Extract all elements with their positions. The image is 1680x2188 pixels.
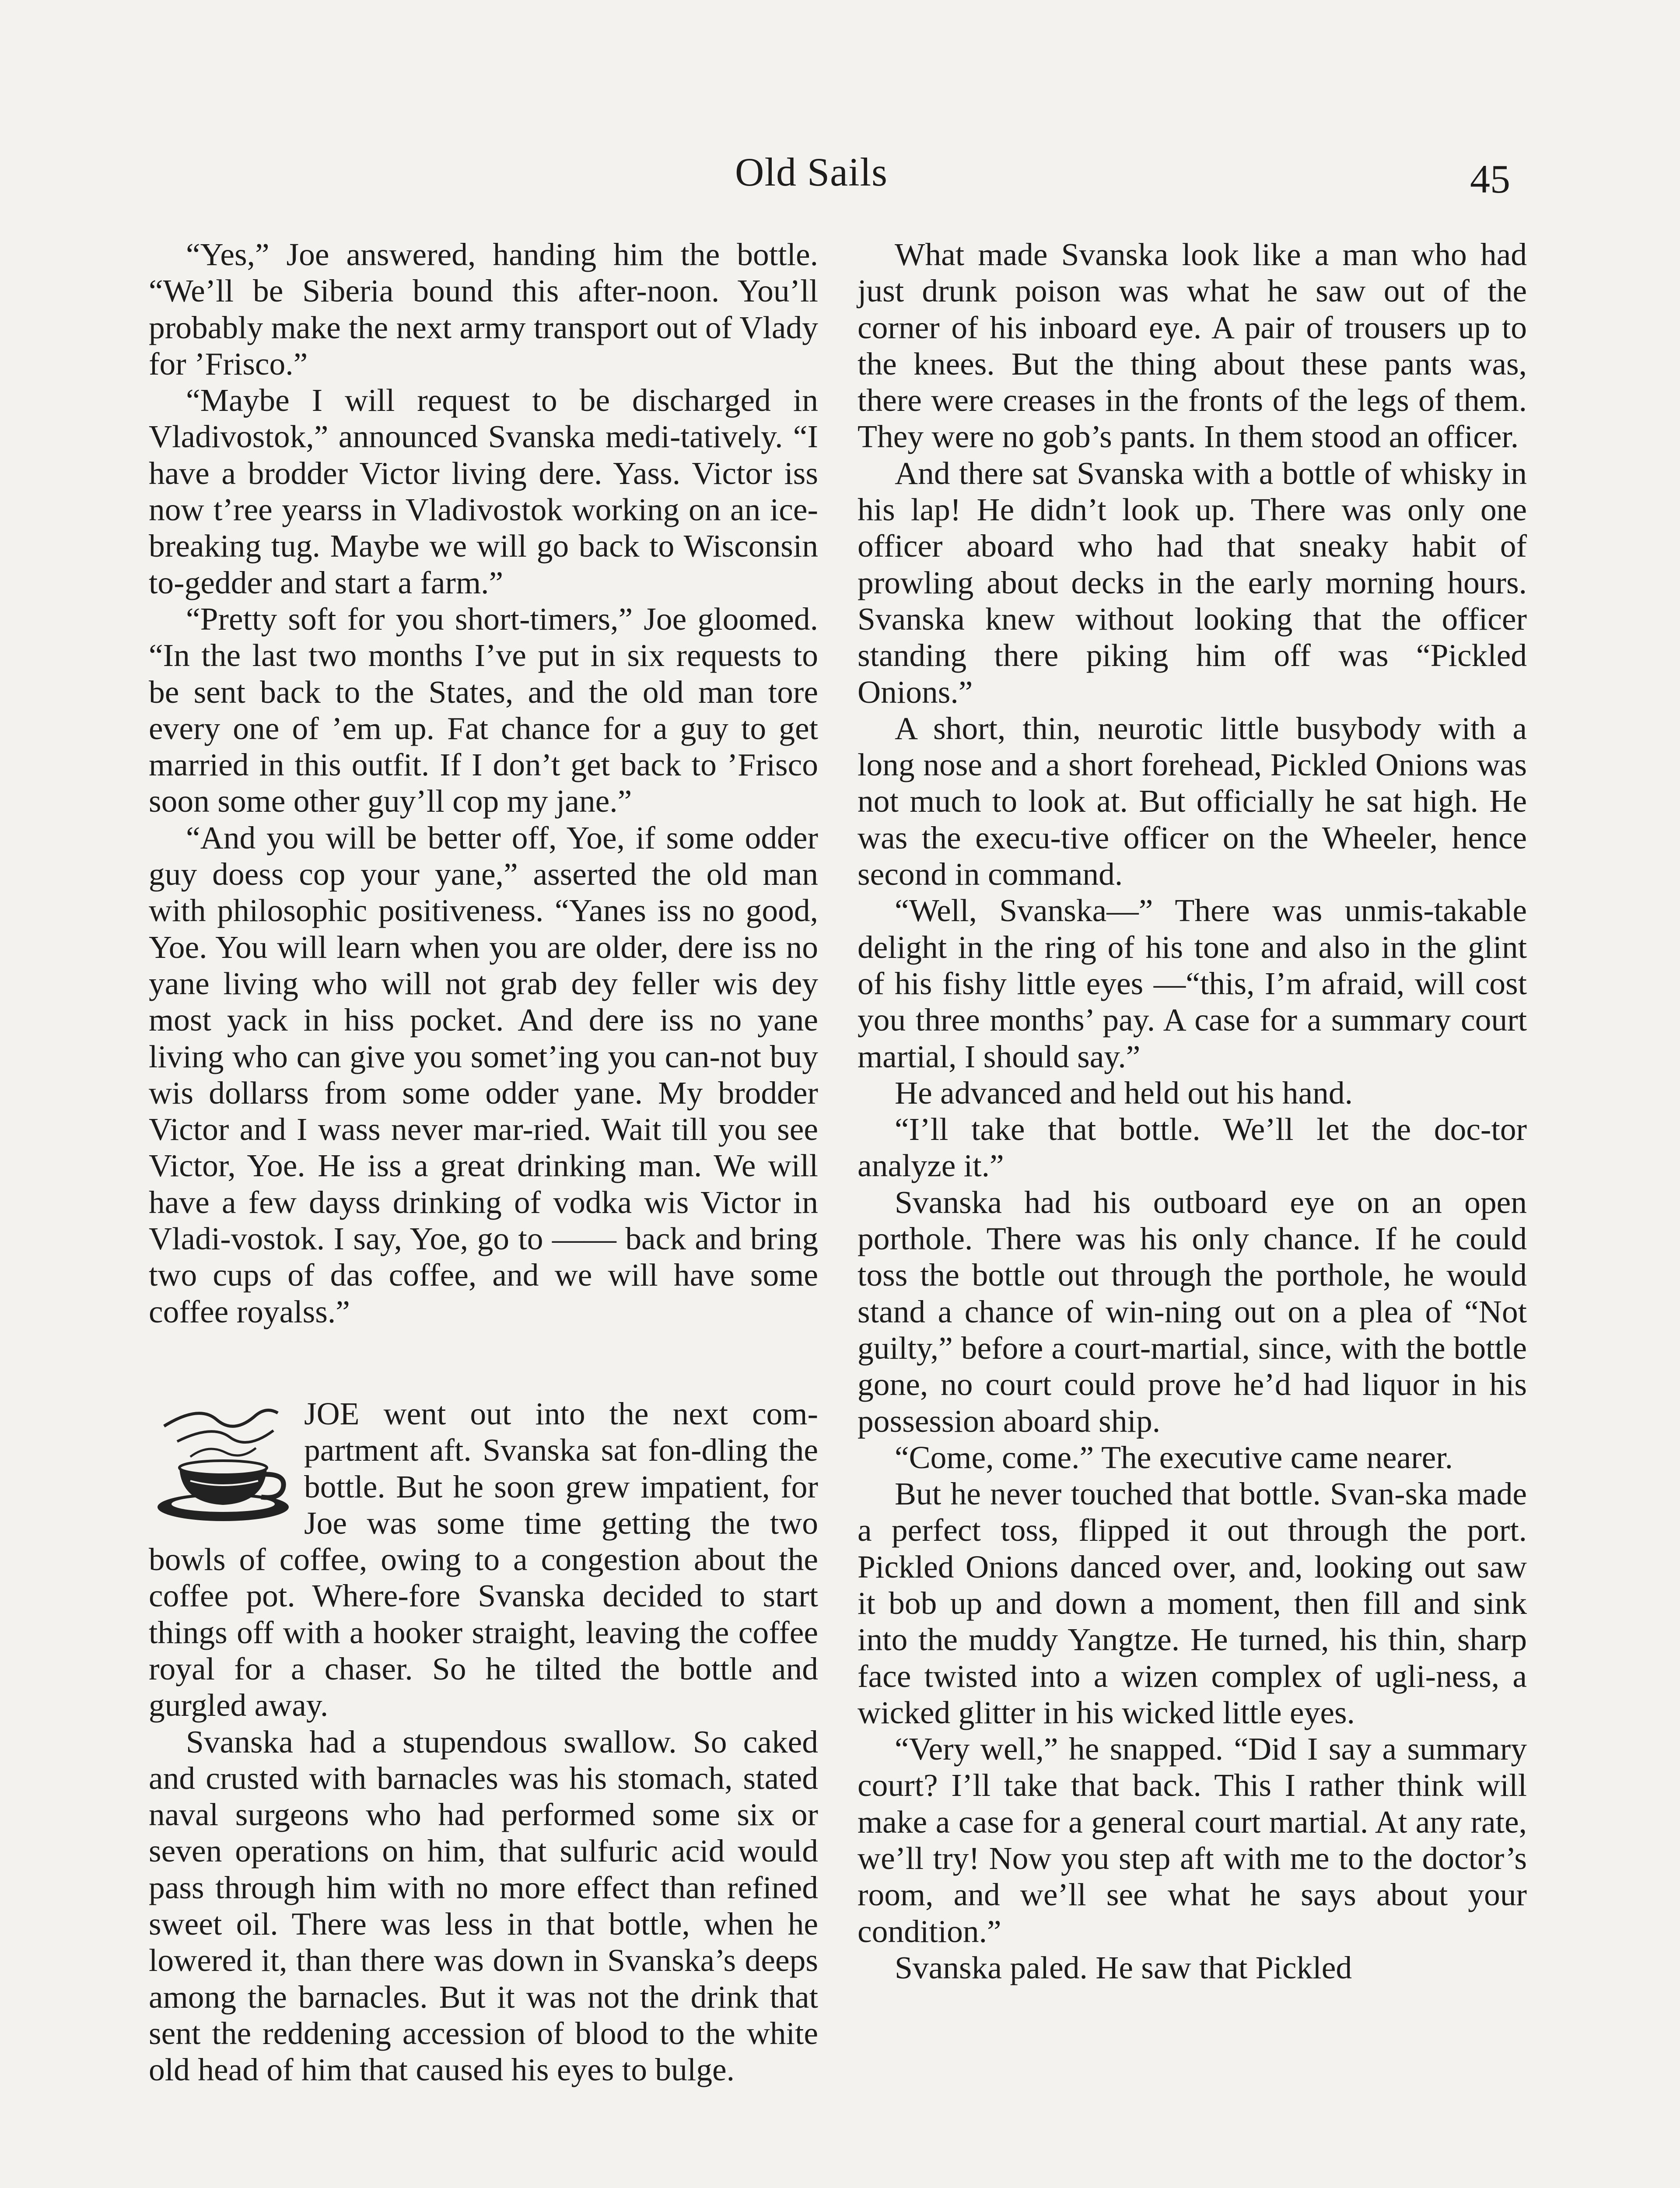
paragraph: “Yes,” Joe answered, handing him the bottle. “We’ll be Siberia bound this after-noon. You’ll probably make the next army transport out of Vlady for ’Frisco.” <box>149 237 818 382</box>
paragraph: JOE went out into the next com-partment aft. Svanska sat fon-dling the bottle. But he soon grew impatient, for Joe was some time getting the two bowls of coffee, owing to a congestion about the coffee pot. Where-fore Svanska decided to start things off with a hooker straight, leaving the coffee royal for a chaser. So he tilted the bottle and gurgled away. <box>149 1396 818 1723</box>
paragraph: Svanska had his outboard eye on an open porthole. There was his only chance. If he could toss the bottle out through the porthole, he would stand a chance of win-ning out on a plea of “Not guilty,” before a court-martial, since, with the bottle gone, no court could prove he’d had liquor in his possession aboard ship. <box>858 1184 1527 1439</box>
paragraph: A short, thin, neurotic little busybody with a long nose and a short forehead, Pickled Onions was not much to look at. But officially he sat high. He was the execu-tive officer on the Wheeler, hence second in command. <box>858 710 1527 892</box>
paragraph: “Come, come.” The executive came nearer. <box>895 1439 1453 1475</box>
page-number: 45 <box>1470 157 1510 201</box>
paragraph: But he never touched that bottle. Svan-ska made a perfect toss, flipped it out through the port. Pickled Onions danced over, and, looking out saw it bob up and down a moment, then fill and sink into the muddy Yangtze. He turned, his thin, sharp face twisted into a wizen complex of ugli-ness, a wicked glitter in his wicked little eyes. <box>858 1476 1527 1730</box>
section-break-block <box>149 1396 818 2088</box>
paragraph: What made Svanska look like a man who had just drunk poison was what he saw out of the corner of his inboard eye. A pair of trousers up to the knees. But the thing about these pants was, there were creases in the fronts of the legs of them. They were no gob’s pants. In them stood an officer. <box>858 237 1527 455</box>
paragraph: “I’ll take that bottle. We’ll let the doc-tor analyze it.” <box>858 1112 1527 1184</box>
paragraph: And there sat Svanska with a bottle of whisky in his lap! He didn’t look up. There was only one officer aboard who had that sneaky habit of prowling about decks in the early morning hours. Svanska knew without looking that the officer standing there piking him off was “Pickled Onions.” <box>858 455 1527 710</box>
running-title: Old Sails <box>735 150 888 194</box>
right-column <box>858 236 1527 1986</box>
paragraph: “Very well,” he snapped. “Did I say a summary court? I’ll take that back. This I rather think will make a case for a general court martial. At any rate, we’ll try! Now you step aft with me to the doctor’s room, and we’ll see what he says about your condition.” <box>858 1731 1527 1949</box>
paragraph: Svanska paled. He saw that Pickled <box>895 1950 1352 1985</box>
paragraph: “Well, Svanska—” There was unmis-takable delight in the ring of his tone and also in the glint of his fishy little eyes —“this, I’m afraid, will cost you three months’ pay. A case for a summary court martial, I should say.” <box>858 893 1527 1074</box>
paragraph: “And you will be better off, Yoe, if some odder guy doess cop your yane,” asserted the old man with philosophic positiveness. “Yanes iss no good, Yoe. You will learn when you are older, dere iss no yane living who will not grab dey feller wis dey most yack in hiss pocket. And dere iss no yane living who can give you somet’ing you can-not buy wis dollarss from some odder yane. My brodder Victor and I wass never mar-ried. Wait till you see Victor, Yoe. He iss a great drinking man. We will have a few dayss drinking of vodka wis Victor in Vladi-vostok. I say, Yoe, go to —— back and bring two cups of das coffee, and we will have some coffee royalss.” <box>149 820 818 1329</box>
running-head <box>0 149 1680 201</box>
paragraph: “Maybe I will request to be discharged in Vladivostok,” announced Svanska medi-tatively. “I have a brodder Victor living dere. Yass. Victor iss now t’ree yearss in Vladivostok working on an ice-breaking tug. Maybe we will go back to Wisconsin to-gedder and start a farm.” <box>149 382 818 600</box>
left-column <box>149 236 818 2088</box>
paragraph: He advanced and held out his hand. <box>895 1075 1353 1111</box>
coffee-cup-icon <box>147 1396 291 1527</box>
paragraph: Svanska had a stupendous swallow. So caked and crusted with barnacles was his stomach, stated naval surgeons who had performed some six or seven operations on him, that sulfuric acid would pass through him with no more effect than refined sweet oil. There was less in that bottle, when he lowered it, than there was down in Svanska’s deeps among the barnacles. But it was not the drink that sent the reddening accession of blood to the white old head of him that caused his eyes to bulge. <box>149 1724 818 2088</box>
paragraph: “Pretty soft for you short-timers,” Joe gloomed. “In the last two months I’ve put in six requests to be sent back to the States, and the old man tore every one of ’em up. Fat chance for a guy to get married in this outfit. If I don’t get back to ’Frisco soon some other guy’ll cop my jane.” <box>149 601 818 819</box>
